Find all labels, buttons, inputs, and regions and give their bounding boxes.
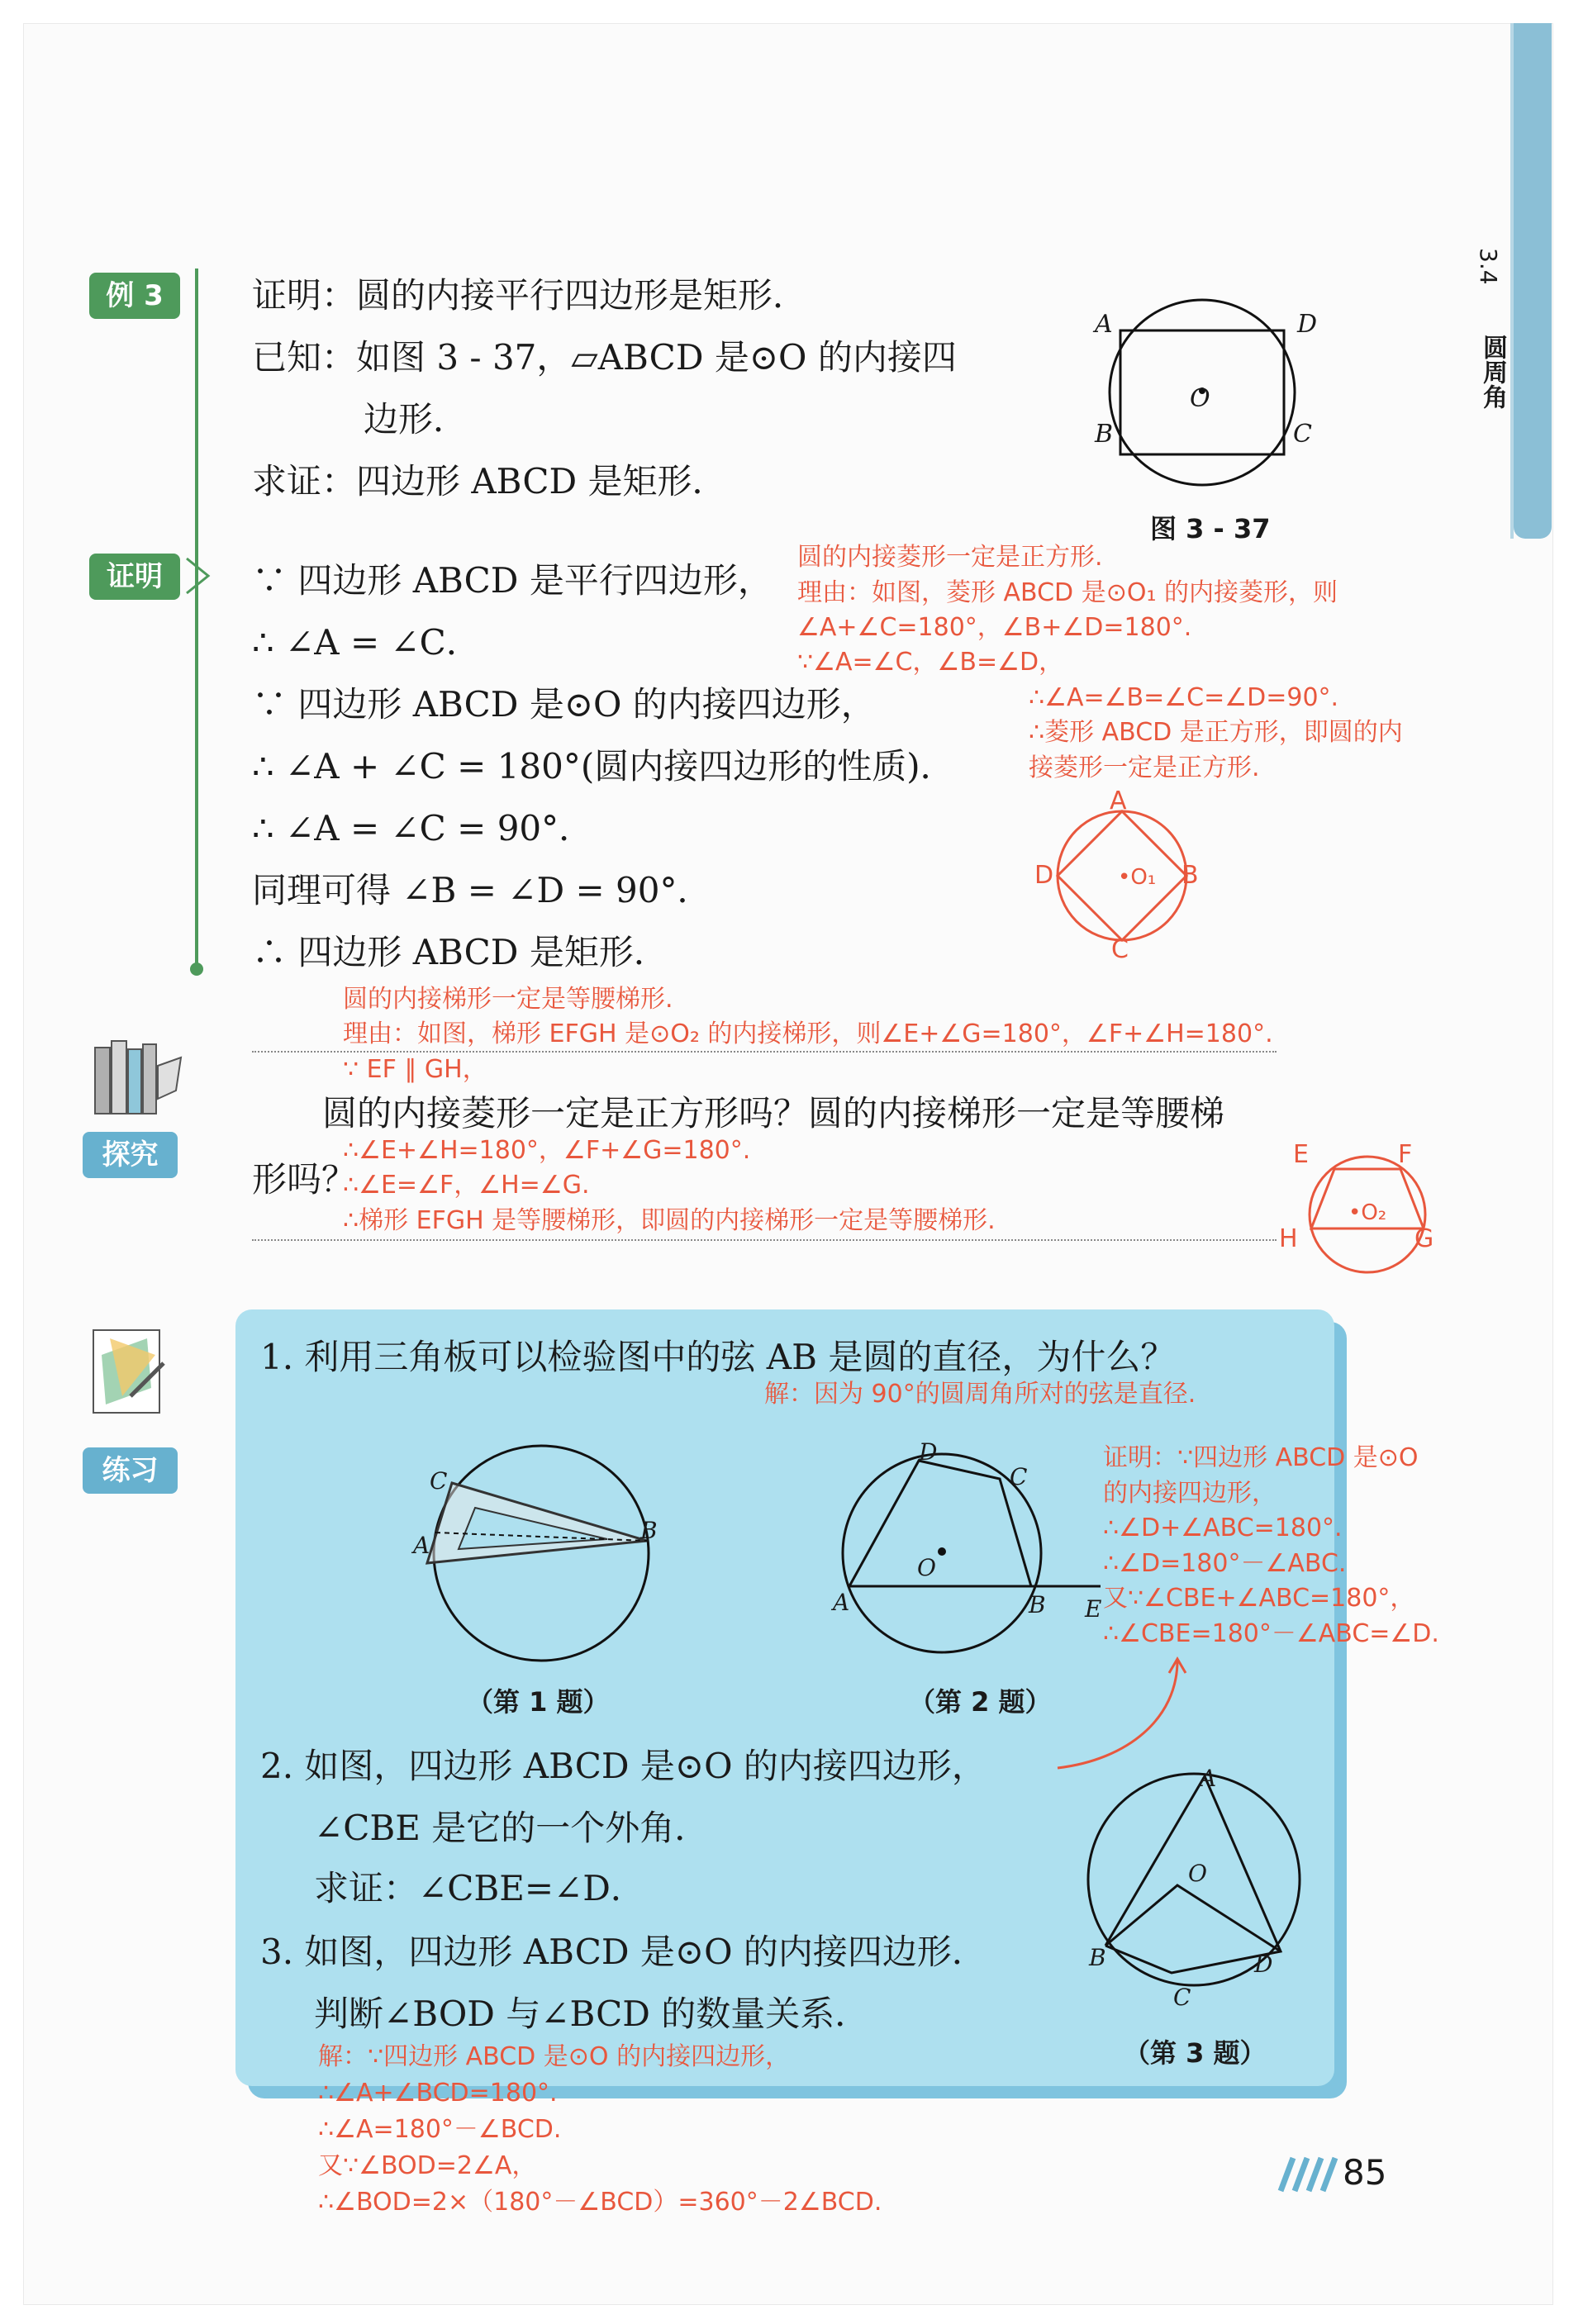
q3-answer-3: ∴∠A=180°－∠BCD. [318,2115,562,2144]
q1-text: 1. 利用三角板可以检验图中的弦 AB 是圆的直径，为什么？ [260,1337,1176,1377]
example-line-1: 证明：圆的内接平行四边形是矩形． [252,275,808,316]
rhombus-label-B: B [1181,861,1199,890]
note-trap-5: ∴∠E=∠F，∠H=∠G. [343,1171,590,1200]
q1-figure [417,1429,665,1677]
practice-badge: 练习 [83,1447,178,1494]
proof-line-4: ∴ ∠A + ∠C = 180°(圆内接四边形的性质)． [252,746,955,787]
note-trap-2: 理由：如图，梯形 EFGH 是⊙O₂ 的内接梯形，则∠E+∠G=180°，∠F+∠H=180°. [343,1019,1273,1048]
q1-caption: （第 1 题） [467,1686,610,1718]
trap-label-F: F [1398,1140,1413,1169]
figure-3-37-caption: 图 3 - 37 [1150,513,1271,544]
section-number: 3.4 [1475,248,1502,285]
trap-label-O2: •O₂ [1348,1200,1387,1225]
rhombus-label-A: A [1110,787,1127,815]
example-line-3: 边形． [364,399,468,440]
fig337-label-A: A [1095,310,1113,339]
proof-arrow-icon [183,555,216,596]
q2-label-O: O [917,1554,936,1581]
q2-label-C: C [1010,1463,1028,1490]
proof-line-5: ∴ ∠A = ∠C = 90°． [252,808,594,848]
q2-proof-5: 又∵∠CBE+∠ABC=180°， [1103,1584,1415,1613]
rhombus-label-C: C [1111,935,1129,964]
q3-line-1: 3. 如图，四边形 ABCD 是⊙O 的内接四边形． [260,1932,987,1972]
q2-proof-1: 证明：∵四边形 ABCD 是⊙O [1103,1443,1419,1472]
fig337-label-C: C [1293,420,1312,449]
note-rhombus-1: 圆的内接菱形一定是正方形. [797,543,1103,572]
note-trap-3: ∵ EF ∥ GH， [343,1055,487,1084]
proof-line-end-dot [190,962,203,976]
q3-answer-2: ∴∠A+∠BCD=180°. [318,2079,558,2108]
q1-answer: 解：因为 90°的圆周角所对的弦是直径. [764,1380,1196,1409]
note-trap-4: ∴∠E+∠H=180°，∠F+∠G=180°. [343,1136,751,1165]
proof-line-3: ∵ 四边形 ABCD 是⊙O 的内接四边形， [252,684,876,725]
rhombus-label-O1: •O₁ [1118,865,1157,890]
trap-label-G: G [1414,1224,1434,1253]
chapter-side-tab [1514,23,1552,539]
explore-line-1: 圆的内接菱形一定是正方形吗？圆的内接梯形一定是等腰梯 [322,1093,1225,1133]
q3-answer-1: 解：∵四边形 ABCD 是⊙O 的内接四边形， [318,2042,791,2071]
q3-answer-5: ∴∠BOD=2×（180°－∠BCD）=360°－2∠BCD. [318,2188,882,2217]
q3-caption: （第 3 题） [1124,2037,1267,2069]
q3-label-A: A [1200,1765,1217,1792]
q2-proof-6: ∴∠CBE=180°－∠ABC=∠D. [1103,1619,1439,1648]
explore-badge: 探究 [83,1132,178,1178]
q2-line-1: 2. 如图，四边形 ABCD 是⊙O 的内接四边形， [260,1746,987,1786]
fig337-label-D: D [1297,310,1318,339]
note-trap-1: 圆的内接梯形一定是等腰梯形. [343,985,673,1014]
q2-proof-2: 的内接四边形， [1103,1479,1277,1508]
q3-answer-4: 又∵∠BOD=2∠A， [318,2151,537,2180]
proof-vertical-line [195,269,198,971]
explore-books-icon [78,1033,186,1132]
q1-label-A: A [413,1532,430,1559]
q3-label-B: B [1089,1944,1106,1971]
example-line-2: 已知：如图 3 - 37，▱ABCD 是⊙O 的内接四 [252,337,957,378]
q2-caption: （第 2 题） [909,1686,1052,1718]
rhombus-label-D: D [1034,861,1054,890]
proof-badge: 证明 [89,554,180,600]
page-number: 85 [1343,2152,1387,2193]
q2-label-A: A [833,1589,850,1616]
proof-line-7: ∴ 四边形 ABCD 是矩形． [252,932,668,972]
fig337-label-O: O [1190,384,1210,413]
note-rhombus-4: ∵∠A=∠C，∠B=∠D， [797,648,1064,677]
trap-label-H: H [1279,1224,1298,1253]
q2-line-3: 求证：∠CBE=∠D． [314,1868,645,1908]
note-rhombus-6: ∴菱形 ABCD 是正方形，即圆的内 [1029,718,1403,747]
fig337-label-B: B [1095,420,1114,449]
q2-label-E: E [1085,1595,1102,1623]
page-number-stripes-icon [1277,2154,1343,2195]
q1-label-C: C [430,1467,448,1495]
q2-label-D: D [919,1438,938,1466]
note-rhombus-5: ∴∠A=∠B=∠C=∠D=90°. [1029,683,1339,712]
proof-line-2: ∴ ∠A = ∠C． [252,622,481,663]
practice-book-icon [73,1305,180,1429]
q3-line-2: 判断∠BOD 与∠BCD 的数量关系． [314,1994,870,2034]
example-badge: 例 3 [89,273,180,319]
q2-proof-3: ∴∠D+∠ABC=180°. [1103,1514,1343,1542]
proof-line-1: ∵ 四边形 ABCD 是平行四边形， [252,560,773,601]
q3-label-O: O [1188,1860,1207,1887]
explore-bottom-dotted-line [252,1239,1277,1241]
note-rhombus-7: 接菱形一定是正方形. [1029,753,1260,782]
trap-label-E: E [1293,1140,1309,1169]
q2-figure [834,1429,1132,1677]
q2-pointer-arrow [1053,1652,1219,1785]
q2-proof-4: ∴∠D=180°－∠ABC. [1103,1549,1347,1578]
note-rhombus-3: ∠A+∠C=180°，∠B+∠D=180°. [797,613,1192,642]
q2-label-B: B [1029,1591,1046,1618]
q3-label-D: D [1254,1951,1273,1978]
example-line-4: 求证：四边形 ABCD 是矩形． [252,461,727,501]
section-title: 圆周角 [1478,335,1507,409]
q2-line-2: ∠CBE 是它的一个外角． [314,1808,710,1848]
q3-label-C: C [1173,1984,1191,2011]
explore-line-2: 形吗？ [252,1159,357,1200]
explore-top-dotted-line [252,1051,1277,1053]
note-trap-6: ∴梯形 EFGH 是等腰梯形，即圆的内接梯形一定是等腰梯形. [343,1206,996,1235]
proof-line-6: 同理可得 ∠B = ∠D = 90°． [252,870,712,910]
note-rhombus-2: 理由：如图，菱形 ABCD 是⊙O₁ 的内接菱形，则 [797,578,1338,607]
q1-label-B: B [640,1517,658,1544]
